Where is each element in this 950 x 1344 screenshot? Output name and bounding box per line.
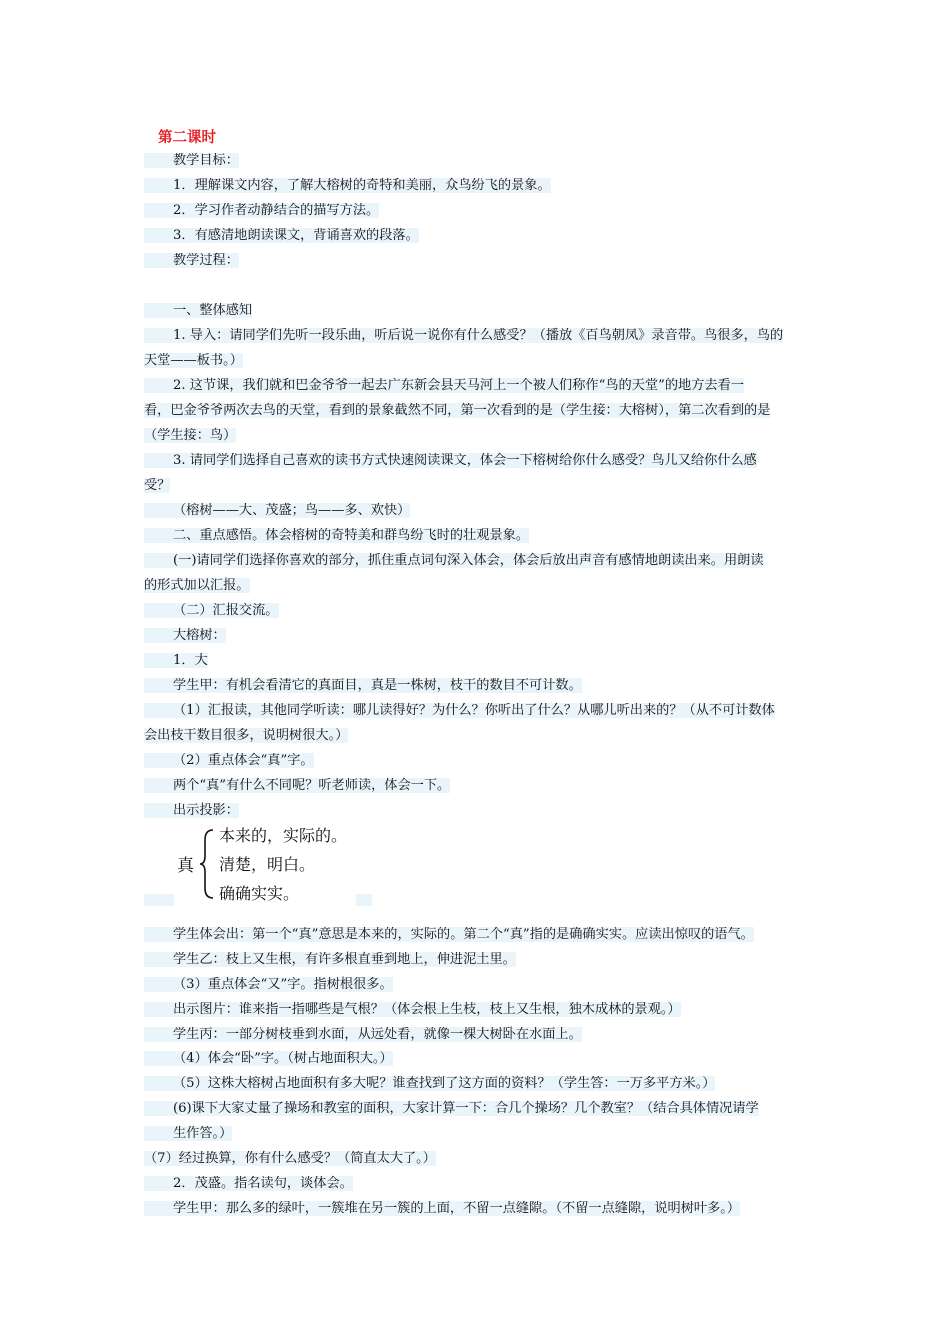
text-line	[144, 673, 808, 698]
text-line	[144, 947, 808, 972]
text-line-content: 2．茂盛。指名读句，谈体会。	[144, 1176, 353, 1191]
text-line	[144, 198, 808, 223]
text-line	[144, 148, 808, 173]
text-line	[144, 773, 808, 798]
text-line-content: 3．有感清地朗读课文，背诵喜欢的段落。	[144, 228, 419, 243]
text-line	[144, 1146, 808, 1171]
text-line-content: （学生接：鸟）	[144, 428, 237, 443]
figure-definition-2: 清楚，明白。	[219, 855, 316, 874]
text-line-content: 1．理解课文内容，了解大榕树的奇特和美丽，众鸟纷飞的景象。	[144, 178, 551, 193]
text-line-content: 大榕树：	[144, 628, 226, 643]
text-line-content: 生作答。）	[144, 1126, 232, 1141]
text-line-content: 学生乙：枝上又生根，有许多根直垂到地上，伸进泥土里。	[144, 952, 516, 967]
text-line-content: （2）重点体会“真”字。	[144, 753, 314, 768]
text-line-content: 2．学习作者动静结合的描写方法。	[144, 203, 379, 218]
text-line-content: 受？	[144, 478, 171, 493]
text-line-content: 学生甲：有机会看清它的真面目，真是一株树，枝干的数目不可计数。	[144, 678, 582, 693]
text-line-content: （二）汇报交流。	[144, 603, 279, 618]
text-line-content: 学生甲：那么多的绿叶，一簇堆在另一簇的上面，不留一点缝隙。（不留一点缝隙，说明树叶多。）	[144, 1201, 740, 1216]
text-line	[144, 223, 808, 248]
text-line	[144, 1046, 808, 1071]
text-line	[144, 648, 808, 673]
figure-highlight-left	[144, 894, 174, 906]
text-line	[144, 473, 808, 498]
text-line-content: 天堂——板书。）	[144, 353, 243, 368]
text-line-content: 出示图片：谁来指一指哪些是气根？（体会根上生枝，枝上又生根，独木成林的景观。）	[144, 1002, 681, 1017]
text-line-content: 两个“真”有什么不同呢？听老师读，体会一下。	[144, 778, 450, 793]
text-line	[144, 623, 808, 648]
text-line	[144, 348, 808, 373]
text-line-content: (6)课下大家丈量了操场和教室的面积，大家计算一下：合几个操场？几个教室？（结合具体情况请学	[144, 1101, 759, 1116]
text-line	[144, 922, 808, 947]
brace-icon	[199, 828, 217, 900]
text-line-content: 出示投影：	[144, 803, 239, 818]
text-line	[144, 1196, 808, 1221]
text-line-content: （1）汇报读，其他同学听读：哪儿读得好？为什么？你听出了什么？从哪儿听出来的？（从不可计数体	[144, 703, 775, 718]
text-line-content: 教学目标：	[144, 153, 239, 168]
figure-head-char: 真	[177, 856, 194, 876]
text-line-content: 学生体会出：第一个“真”意思是本来的，实际的。第二个“真”指的是确确实实。应读出惊叹的语气。	[144, 927, 754, 942]
text-line-content: 3. 请同学们选择自己喜欢的读书方式快速阅读课文，体会一下榕树给你什么感受？鸟儿又给你什么感	[144, 453, 757, 468]
text-line-content: 看，巴金爷爷两次去鸟的天堂，看到的景象截然不同，第一次看到的是（学生接：大榕树），第二次看到的是	[144, 403, 771, 418]
text-line	[144, 248, 808, 273]
text-line-content: 一、整体感知	[144, 303, 252, 318]
text-line	[144, 598, 808, 623]
text-line	[144, 972, 808, 997]
text-line	[144, 448, 808, 473]
projection-figure	[144, 820, 374, 908]
text-line-content: （7）经过换算，你有什么感受？（简直太大了。）	[144, 1151, 436, 1166]
text-line-content: 1．大	[144, 653, 208, 668]
text-line-content: （榕树——大、茂盛；鸟——多、欢快）	[144, 503, 410, 518]
text-line	[144, 423, 808, 448]
text-line-content: （3）重点体会“又”字。指树根很多。	[144, 977, 393, 992]
text-line	[144, 1022, 808, 1047]
text-line	[144, 748, 808, 773]
text-line-content: 2. 这节课，我们就和巴金爷爷一起去广东新会县天马河上一个被人们称作“鸟的天堂”的地方去看一	[144, 378, 744, 393]
figure-definition-1: 本来的，实际的。	[219, 826, 348, 845]
text-line	[144, 1171, 808, 1196]
text-line	[144, 548, 808, 573]
text-line-content: 二、重点感悟。体会榕树的奇特美和群鸟纷飞时的壮观景象。	[144, 528, 529, 543]
text-line	[144, 723, 808, 748]
text-line-content: 的形式加以汇报。	[144, 578, 250, 593]
text-line-content: （5）这株大榕树占地面积有多大呢？谁查找到了这方面的资料？（学生答：一万多平方米。）	[144, 1076, 715, 1091]
text-line	[144, 1096, 808, 1121]
text-line	[144, 997, 808, 1022]
text-line	[144, 323, 808, 348]
text-line	[144, 398, 808, 423]
text-line-content: (一)请同学们选择你喜欢的部分，抓住重点词句深入体会，体会后放出声音有感情地朗读出来。用朗读	[144, 553, 764, 568]
text-line-content: （4）体会“卧”字。（树占地面积大。）	[144, 1051, 393, 1066]
text-line	[144, 1071, 808, 1096]
text-line	[144, 1121, 808, 1146]
text-line	[144, 373, 808, 398]
text-line	[144, 498, 808, 523]
text-line-content: 教学过程：	[144, 253, 239, 268]
text-line	[144, 573, 808, 598]
text-line-content: 会出枝干数目很多，说明树很大。）	[144, 728, 349, 743]
text-line	[144, 173, 808, 198]
text-line-content: 1. 导入：请同学们先听一段乐曲，听后说一说你有什么感受？（播放《百鸟朝凤》录音带。鸟很多，鸟的	[144, 328, 783, 343]
figure-definition-3: 确确实实。	[219, 884, 300, 903]
text-line	[144, 523, 808, 548]
text-line	[144, 298, 808, 323]
text-line-content: 学生丙：一部分树枝垂到水面，从远处看，就像一棵大树卧在水面上。	[144, 1027, 582, 1042]
figure-highlight-right	[356, 894, 372, 906]
text-line	[144, 698, 808, 723]
section-title: 第二课时	[158, 130, 216, 146]
